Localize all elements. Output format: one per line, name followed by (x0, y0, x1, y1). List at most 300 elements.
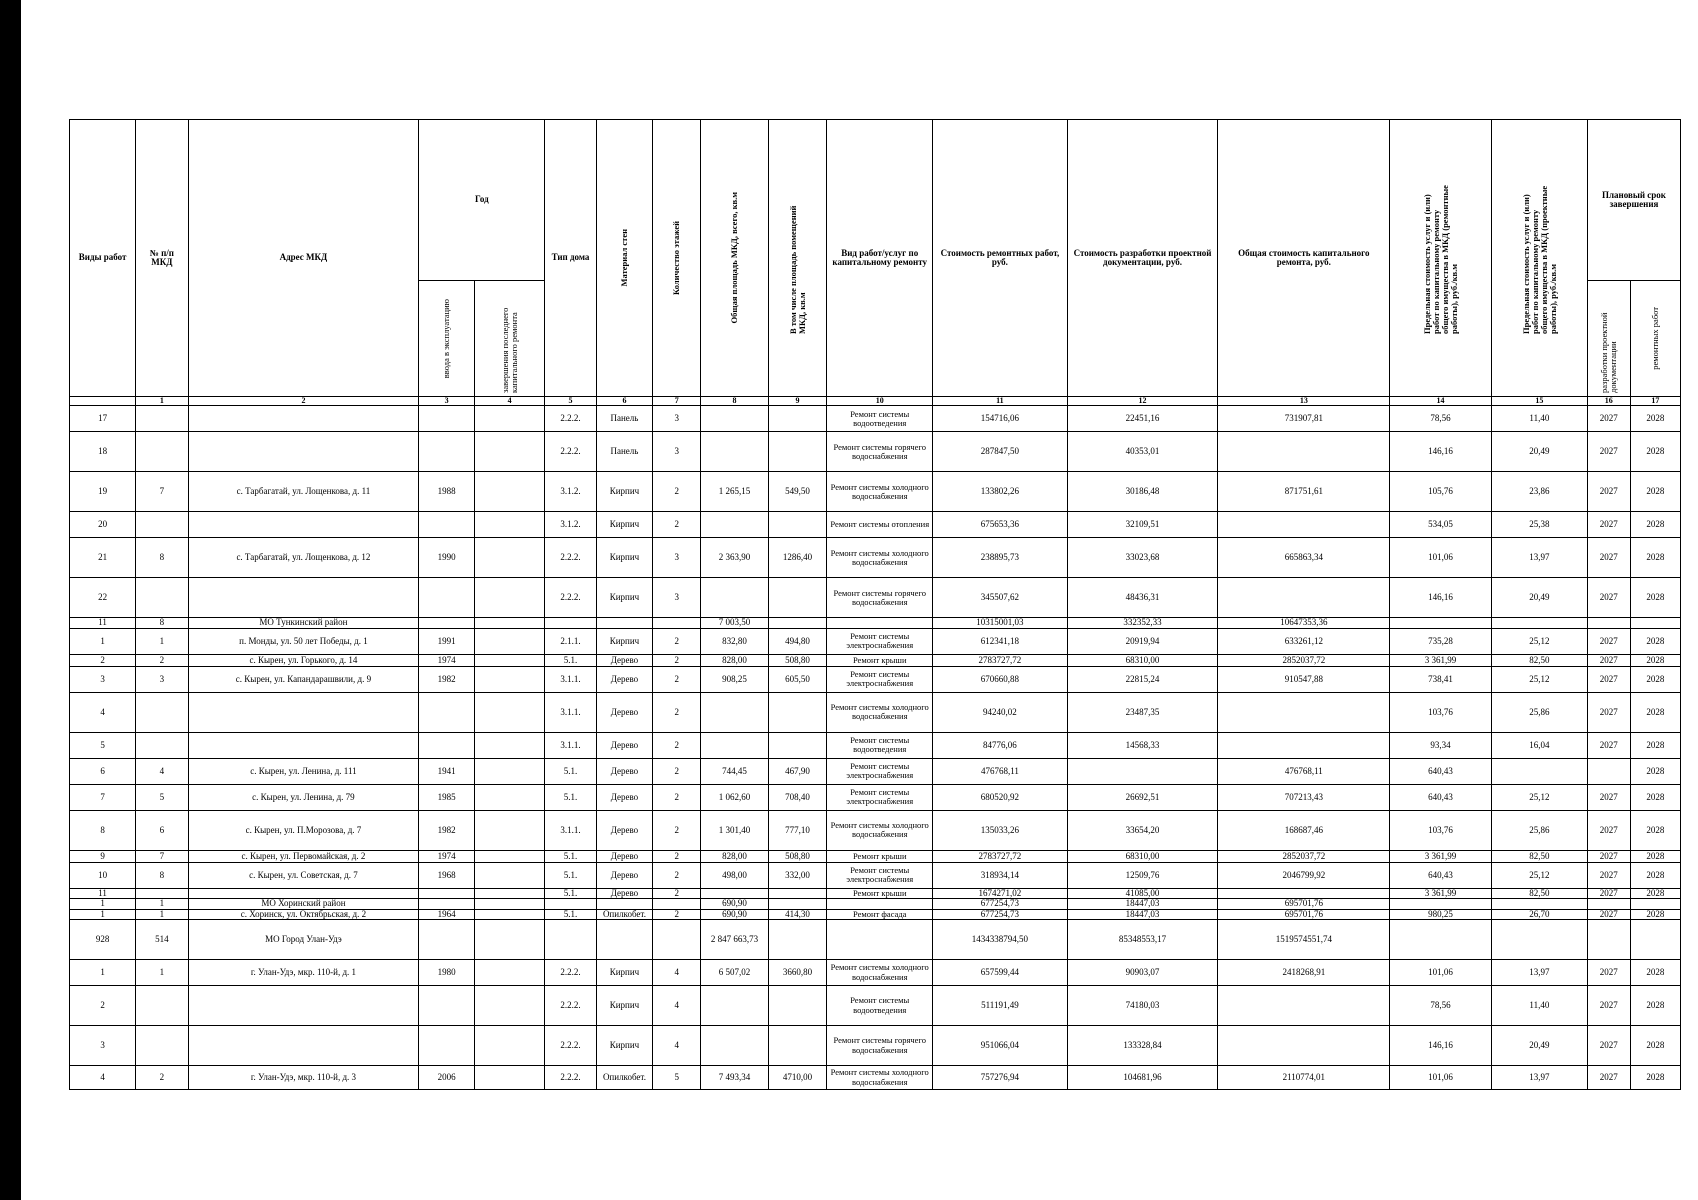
mkd-number-cell: 4 (136, 758, 188, 784)
total-cost-cell: 2852037,72 (1218, 850, 1390, 862)
design-cost-cell: 68310,00 (1067, 850, 1218, 862)
table-row (70, 909, 1681, 919)
wall-material-cell: Кирпич (596, 628, 653, 654)
address-cell (188, 512, 419, 538)
design-cost-cell: 68310,00 (1067, 654, 1218, 666)
column-number-cell: 6 (596, 397, 653, 406)
address-cell: г. Улан-Удэ, мкр. 110-й, д. 3 (188, 1066, 419, 1090)
year-vvod-cell (419, 406, 475, 432)
house-type-cell: 5.1. (545, 862, 596, 888)
column-number-cell: 7 (653, 397, 701, 406)
living-area-cell: 4710,00 (768, 1066, 827, 1090)
plan-repair-cell: 2028 (1630, 538, 1680, 578)
header-address: Адрес МКД (188, 120, 419, 397)
table-row (70, 784, 1681, 810)
address-cell (188, 888, 419, 898)
living-area-cell (768, 618, 827, 628)
limit-design-cell (1491, 899, 1587, 909)
year-remont-cell (474, 758, 545, 784)
wall-material-cell: Панель (596, 432, 653, 472)
total-cost-cell: 2418268,91 (1218, 960, 1390, 986)
limit-repair-cell: 640,43 (1390, 758, 1491, 784)
house-type-cell: 5.1. (545, 888, 596, 898)
living-area-cell (768, 578, 827, 618)
floors-cell: 2 (653, 758, 701, 784)
table-row (70, 512, 1681, 538)
vidy-rabot-cell: 3 (70, 1026, 136, 1066)
table-row (70, 758, 1681, 784)
wall-material-cell: Кирпич (596, 578, 653, 618)
limit-repair-cell (1390, 618, 1491, 628)
limit-design-cell: 82,50 (1491, 850, 1587, 862)
house-type-cell: 2.2.2. (545, 406, 596, 432)
plan-repair-cell: 2028 (1630, 692, 1680, 732)
scan-left-edge (0, 0, 21, 1200)
total-area-cell: 6 507,02 (701, 960, 768, 986)
header-year-remont: завершения последнего капитального ремонта (499, 307, 519, 393)
year-vvod-cell: 1990 (419, 538, 475, 578)
table-row (70, 1066, 1681, 1090)
floors-cell: 2 (653, 862, 701, 888)
living-area-cell (768, 406, 827, 432)
summary-row (70, 920, 1681, 960)
summary-row (70, 618, 1681, 628)
plan-design-cell (1587, 920, 1630, 960)
plan-design-cell: 2027 (1587, 538, 1630, 578)
total-area-cell: 690,90 (701, 899, 768, 909)
design-cost-cell: 30186,48 (1067, 472, 1218, 512)
wall-material-cell: Кирпич (596, 512, 653, 538)
vidy-rabot-cell: 1 (70, 909, 136, 919)
year-vvod-cell: 1988 (419, 472, 475, 512)
year-remont-cell (474, 406, 545, 432)
floors-cell: 2 (653, 850, 701, 862)
limit-repair-cell: 101,06 (1390, 538, 1491, 578)
total-area-cell: 1 062,60 (701, 784, 768, 810)
limit-design-cell: 25,12 (1491, 666, 1587, 692)
year-remont-cell (474, 1066, 545, 1090)
year-remont-cell (474, 960, 545, 986)
header-living-area: В том числе площадь помещений МКД, кв.м (787, 205, 807, 334)
vidy-rabot-cell: 11 (70, 888, 136, 898)
plan-design-cell: 2027 (1587, 628, 1630, 654)
address-cell: с. Тарбагатай, ул. Лощенкова, д. 12 (188, 538, 419, 578)
plan-repair-cell: 2028 (1630, 960, 1680, 986)
work-type-cell: Ремонт системы холодного водоснабжения (827, 810, 933, 850)
summary-row (70, 899, 1681, 909)
plan-repair-cell: 2028 (1630, 1026, 1680, 1066)
plan-design-cell: 2027 (1587, 654, 1630, 666)
house-type-cell (545, 899, 596, 909)
plan-repair-cell: 2028 (1630, 406, 1680, 432)
total-cost-cell: 2852037,72 (1218, 654, 1390, 666)
year-remont-cell (474, 1026, 545, 1066)
work-type-cell (827, 899, 933, 909)
total-area-cell: 2 847 663,73 (701, 920, 768, 960)
header-year: Год (419, 120, 545, 281)
plan-design-cell (1587, 758, 1630, 784)
house-type-cell: 3.1.1. (545, 666, 596, 692)
design-cost-cell: 22451,16 (1067, 406, 1218, 432)
year-vvod-cell (419, 512, 475, 538)
house-type-cell (545, 920, 596, 960)
repair-cost-cell: 2783727,72 (933, 850, 1068, 862)
limit-repair-cell (1390, 920, 1491, 960)
limit-design-cell: 11,40 (1491, 406, 1587, 432)
total-cost-cell (1218, 578, 1390, 618)
table-row (70, 538, 1681, 578)
year-vvod-cell: 2006 (419, 1066, 475, 1090)
repair-cost-cell: 133802,26 (933, 472, 1068, 512)
repair-cost-cell: 287847,50 (933, 432, 1068, 472)
floors-cell: 3 (653, 538, 701, 578)
floors-cell: 3 (653, 406, 701, 432)
repair-cost-cell: 345507,62 (933, 578, 1068, 618)
design-cost-cell: 41085,00 (1067, 888, 1218, 898)
vidy-rabot-cell: 1 (70, 899, 136, 909)
plan-repair-cell (1630, 899, 1680, 909)
design-cost-cell: 133328,84 (1067, 1026, 1218, 1066)
address-cell: с. Кырен, ул. Советская, д. 7 (188, 862, 419, 888)
column-number-row (70, 397, 1681, 406)
year-remont-cell (474, 920, 545, 960)
table-row (70, 862, 1681, 888)
vidy-rabot-cell: 18 (70, 432, 136, 472)
year-remont-cell (474, 618, 545, 628)
header-house-type: Тип дома (545, 120, 596, 397)
repair-cost-cell: 476768,11 (933, 758, 1068, 784)
plan-repair-cell (1630, 618, 1680, 628)
total-cost-cell (1218, 986, 1390, 1026)
living-area-cell: 494,80 (768, 628, 827, 654)
year-remont-cell (474, 578, 545, 618)
plan-repair-cell: 2028 (1630, 654, 1680, 666)
header-vidy-rabot: Виды работ (70, 120, 136, 397)
column-number-cell: 8 (701, 397, 768, 406)
year-vvod-cell: 1980 (419, 960, 475, 986)
address-cell: с. Кырен, ул. Первомайская, д. 2 (188, 850, 419, 862)
wall-material-cell: Опилкобет. (596, 909, 653, 919)
plan-repair-cell: 2028 (1630, 758, 1680, 784)
work-type-cell: Ремонт системы водоотведения (827, 986, 933, 1026)
limit-repair-cell: 93,34 (1390, 732, 1491, 758)
living-area-cell (768, 920, 827, 960)
plan-design-cell (1587, 618, 1630, 628)
living-area-cell: 3660,80 (768, 960, 827, 986)
plan-repair-cell: 2028 (1630, 666, 1680, 692)
wall-material-cell (596, 618, 653, 628)
limit-design-cell: 20,49 (1491, 1026, 1587, 1066)
mkd-number-cell (136, 732, 188, 758)
plan-design-cell: 2027 (1587, 472, 1630, 512)
repair-cost-cell: 154716,06 (933, 406, 1068, 432)
vidy-rabot-cell: 22 (70, 578, 136, 618)
repair-cost-cell: 677254,73 (933, 899, 1068, 909)
house-type-cell: 3.1.2. (545, 472, 596, 512)
total-cost-cell: 476768,11 (1218, 758, 1390, 784)
vidy-rabot-cell: 3 (70, 666, 136, 692)
plan-design-cell: 2027 (1587, 888, 1630, 898)
total-cost-cell (1218, 432, 1390, 472)
limit-design-cell: 13,97 (1491, 1066, 1587, 1090)
header-no-mkd: № п/п МКД (136, 120, 188, 397)
address-cell: с. Кырен, ул. Капандарашвили, д. 9 (188, 666, 419, 692)
plan-design-cell: 2027 (1587, 810, 1630, 850)
limit-repair-cell: 105,76 (1390, 472, 1491, 512)
repair-cost-cell: 511191,49 (933, 986, 1068, 1026)
year-remont-cell (474, 692, 545, 732)
year-remont-cell (474, 850, 545, 862)
year-vvod-cell: 1968 (419, 862, 475, 888)
plan-design-cell: 2027 (1587, 666, 1630, 692)
total-area-cell: 1 265,15 (701, 472, 768, 512)
total-cost-cell (1218, 512, 1390, 538)
total-area-cell: 7 493,34 (701, 1066, 768, 1090)
year-vvod-cell: 1985 (419, 784, 475, 810)
total-area-cell (701, 432, 768, 472)
work-type-cell: Ремонт системы отопления (827, 512, 933, 538)
work-type-cell: Ремонт системы холодного водоснабжения (827, 692, 933, 732)
house-type-cell: 5.1. (545, 850, 596, 862)
column-number-cell: 14 (1390, 397, 1491, 406)
total-area-cell: 7 003,50 (701, 618, 768, 628)
limit-repair-cell: 3 361,99 (1390, 850, 1491, 862)
address-cell: с. Кырен, ул. Ленина, д. 79 (188, 784, 419, 810)
design-cost-cell: 14568,33 (1067, 732, 1218, 758)
plan-repair-cell: 2028 (1630, 888, 1680, 898)
year-vvod-cell: 1982 (419, 666, 475, 692)
plan-design-cell: 2027 (1587, 406, 1630, 432)
vidy-rabot-cell: 928 (70, 920, 136, 960)
year-remont-cell (474, 512, 545, 538)
work-type-cell: Ремонт системы горячего водоснабжения (827, 1026, 933, 1066)
mkd-number-cell: 5 (136, 784, 188, 810)
floors-cell (653, 899, 701, 909)
year-vvod-cell: 1941 (419, 758, 475, 784)
total-cost-cell: 633261,12 (1218, 628, 1390, 654)
year-remont-cell (474, 888, 545, 898)
total-area-cell: 828,00 (701, 654, 768, 666)
mkd-number-cell (136, 432, 188, 472)
column-number-cell: 12 (1067, 397, 1218, 406)
floors-cell (653, 920, 701, 960)
design-cost-cell: 40353,01 (1067, 432, 1218, 472)
total-area-cell: 828,00 (701, 850, 768, 862)
mkd-number-cell (136, 406, 188, 432)
repair-cost-cell: 680520,92 (933, 784, 1068, 810)
year-remont-cell (474, 986, 545, 1026)
vidy-rabot-cell: 21 (70, 538, 136, 578)
floors-cell: 2 (653, 654, 701, 666)
repair-cost-cell: 238895,73 (933, 538, 1068, 578)
repair-cost-cell: 2783727,72 (933, 654, 1068, 666)
total-cost-cell: 731907,81 (1218, 406, 1390, 432)
year-vvod-cell (419, 920, 475, 960)
total-cost-cell: 707213,43 (1218, 784, 1390, 810)
column-number-cell: 2 (188, 397, 419, 406)
limit-repair-cell: 738,41 (1390, 666, 1491, 692)
address-cell: с. Тарбагатай, ул. Лощенкова, д. 11 (188, 472, 419, 512)
address-cell: с. Хоринск, ул. Октябрьская, д. 2 (188, 909, 419, 919)
table-row (70, 472, 1681, 512)
year-remont-cell (474, 810, 545, 850)
plan-repair-cell: 2028 (1630, 628, 1680, 654)
vidy-rabot-cell: 8 (70, 810, 136, 850)
plan-design-cell: 2027 (1587, 784, 1630, 810)
table-row (70, 628, 1681, 654)
total-cost-cell (1218, 732, 1390, 758)
year-remont-cell (474, 909, 545, 919)
design-cost-cell: 85348553,17 (1067, 920, 1218, 960)
living-area-cell: 605,50 (768, 666, 827, 692)
limit-repair-cell: 78,56 (1390, 986, 1491, 1026)
year-remont-cell (474, 862, 545, 888)
vidy-rabot-cell: 1 (70, 960, 136, 986)
year-vvod-cell (419, 899, 475, 909)
header-wall-material: Материал стен (618, 229, 629, 287)
repair-cost-cell: 318934,14 (933, 862, 1068, 888)
total-cost-cell (1218, 888, 1390, 898)
mkd-number-cell (136, 1026, 188, 1066)
wall-material-cell: Дерево (596, 758, 653, 784)
vidy-rabot-cell: 2 (70, 654, 136, 666)
mkd-number-cell (136, 578, 188, 618)
floors-cell: 4 (653, 960, 701, 986)
wall-material-cell: Дерево (596, 654, 653, 666)
table-row (70, 960, 1681, 986)
repair-cost-cell: 675653,36 (933, 512, 1068, 538)
column-number-cell: 16 (1587, 397, 1630, 406)
plan-repair-cell: 2028 (1630, 732, 1680, 758)
total-area-cell: 832,80 (701, 628, 768, 654)
work-type-cell: Ремонт системы электроснабжения (827, 784, 933, 810)
header-plan-term: Плановый срок завершения (1587, 120, 1680, 281)
column-number-cell: 5 (545, 397, 596, 406)
address-cell: МО Тункинский район (188, 618, 419, 628)
vidy-rabot-cell: 20 (70, 512, 136, 538)
house-type-cell: 2.2.2. (545, 1026, 596, 1066)
vidy-rabot-cell: 2 (70, 986, 136, 1026)
vidy-rabot-cell: 1 (70, 628, 136, 654)
header-year-vvod: ввода в эксплуатацию (441, 298, 452, 379)
repair-cost-cell: 135033,26 (933, 810, 1068, 850)
repair-cost-cell: 84776,06 (933, 732, 1068, 758)
year-vvod-cell: 1991 (419, 628, 475, 654)
design-cost-cell (1067, 758, 1218, 784)
year-vvod-cell: 1974 (419, 654, 475, 666)
limit-repair-cell: 103,76 (1390, 810, 1491, 850)
total-cost-cell: 665863,34 (1218, 538, 1390, 578)
column-number-cell: 1 (136, 397, 188, 406)
house-type-cell: 3.1.1. (545, 810, 596, 850)
plan-design-cell: 2027 (1587, 512, 1630, 538)
work-type-cell: Ремонт крыши (827, 850, 933, 862)
year-vvod-cell (419, 618, 475, 628)
limit-design-cell: 82,50 (1491, 654, 1587, 666)
address-cell (188, 578, 419, 618)
address-cell: с. Кырен, ул. Горького, д. 14 (188, 654, 419, 666)
floors-cell: 4 (653, 986, 701, 1026)
plan-design-cell: 2027 (1587, 732, 1630, 758)
wall-material-cell (596, 899, 653, 909)
house-type-cell: 5.1. (545, 758, 596, 784)
wall-material-cell: Дерево (596, 784, 653, 810)
design-cost-cell: 74180,03 (1067, 986, 1218, 1026)
house-type-cell: 5.1. (545, 654, 596, 666)
header-plan-repair: ремонтных работ (1649, 307, 1660, 370)
table-row (70, 1026, 1681, 1066)
header-design-cost: Стоимость разработки проектной документации, руб. (1067, 120, 1218, 397)
table-row (70, 406, 1681, 432)
house-type-cell: 5.1. (545, 784, 596, 810)
plan-repair-cell (1630, 920, 1680, 960)
design-cost-cell: 12509,76 (1067, 862, 1218, 888)
mkd-number-cell (136, 888, 188, 898)
living-area-cell (768, 732, 827, 758)
table-row (70, 986, 1681, 1026)
limit-design-cell: 25,86 (1491, 810, 1587, 850)
design-cost-cell: 18447,03 (1067, 899, 1218, 909)
wall-material-cell: Дерево (596, 732, 653, 758)
limit-repair-cell: 3 361,99 (1390, 654, 1491, 666)
wall-material-cell: Дерево (596, 862, 653, 888)
limit-repair-cell: 146,16 (1390, 432, 1491, 472)
house-type-cell: 5.1. (545, 909, 596, 919)
total-cost-cell: 695701,76 (1218, 899, 1390, 909)
mkd-number-cell: 3 (136, 666, 188, 692)
total-cost-cell: 871751,61 (1218, 472, 1390, 512)
vidy-rabot-cell: 4 (70, 1066, 136, 1090)
house-type-cell: 2.1.1. (545, 628, 596, 654)
wall-material-cell: Опилкобет. (596, 1066, 653, 1090)
wall-material-cell: Кирпич (596, 960, 653, 986)
total-area-cell: 498,00 (701, 862, 768, 888)
header-work-type: Вид работ/услуг по капитальному ремонту (827, 120, 933, 397)
plan-repair-cell: 2028 (1630, 578, 1680, 618)
total-area-cell (701, 732, 768, 758)
living-area-cell: 777,10 (768, 810, 827, 850)
limit-design-cell: 25,12 (1491, 628, 1587, 654)
table-row (70, 692, 1681, 732)
wall-material-cell: Дерево (596, 888, 653, 898)
total-cost-cell: 695701,76 (1218, 909, 1390, 919)
year-remont-cell (474, 666, 545, 692)
address-cell: п. Монды, ул. 50 лет Победы, д. 1 (188, 628, 419, 654)
column-number-cell (70, 397, 136, 406)
total-area-cell (701, 1026, 768, 1066)
total-area-cell (701, 578, 768, 618)
plan-design-cell: 2027 (1587, 862, 1630, 888)
limit-repair-cell: 146,16 (1390, 1026, 1491, 1066)
year-vvod-cell (419, 432, 475, 472)
house-type-cell: 2.2.2. (545, 578, 596, 618)
limit-design-cell: 23,86 (1491, 472, 1587, 512)
limit-design-cell (1491, 618, 1587, 628)
design-cost-cell: 26692,51 (1067, 784, 1218, 810)
house-type-cell: 3.1.1. (545, 732, 596, 758)
year-remont-cell (474, 732, 545, 758)
design-cost-cell: 18447,03 (1067, 909, 1218, 919)
wall-material-cell: Дерево (596, 810, 653, 850)
work-type-cell: Ремонт системы холодного водоснабжения (827, 1066, 933, 1090)
house-type-cell: 2.2.2. (545, 538, 596, 578)
mkd-number-cell: 2 (136, 654, 188, 666)
plan-design-cell: 2027 (1587, 850, 1630, 862)
living-area-cell (768, 986, 827, 1026)
limit-design-cell: 82,50 (1491, 888, 1587, 898)
column-number-cell: 15 (1491, 397, 1587, 406)
house-type-cell (545, 618, 596, 628)
